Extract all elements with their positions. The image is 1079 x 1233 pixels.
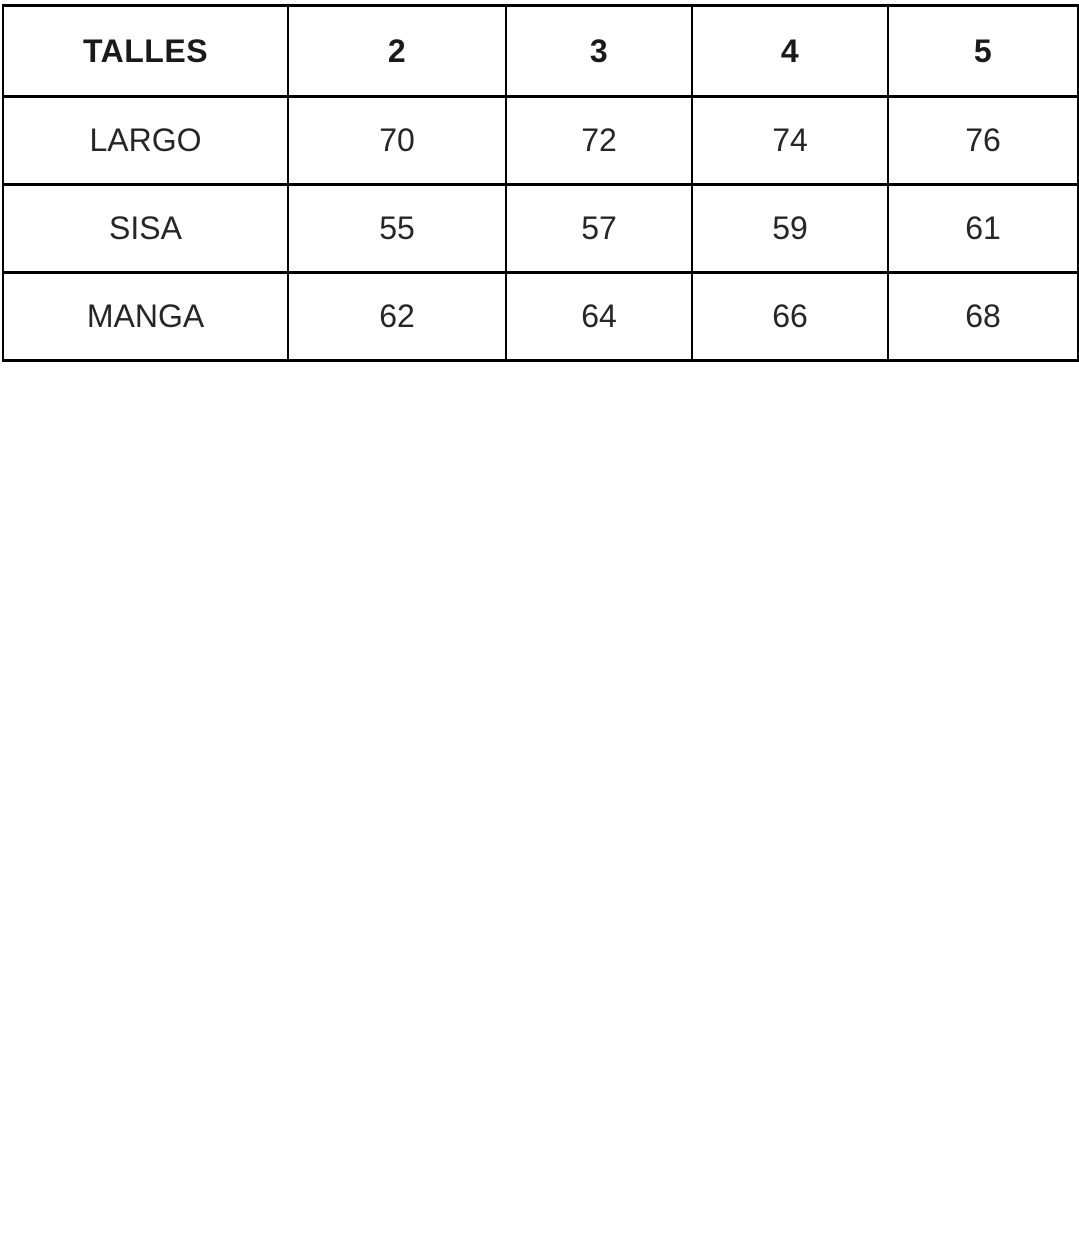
largo-size-5-value: 76 xyxy=(888,97,1078,185)
sisa-size-3-value: 57 xyxy=(506,185,692,273)
largo-size-2-value: 70 xyxy=(288,97,506,185)
sisa-size-5-value: 61 xyxy=(888,185,1078,273)
size-chart-table xyxy=(2,4,1079,362)
table-row-manga xyxy=(3,273,1078,361)
largo-size-4-value: 74 xyxy=(692,97,888,185)
sisa-size-4-value: 59 xyxy=(692,185,888,273)
header-row xyxy=(3,6,1078,97)
manga-size-4-value: 66 xyxy=(692,273,888,361)
row-label-sisa: SISA xyxy=(3,185,288,273)
header-cell-size-2: 2 xyxy=(288,6,506,97)
largo-size-3-value: 72 xyxy=(506,97,692,185)
header-cell-size-4: 4 xyxy=(692,6,888,97)
row-label-largo: LARGO xyxy=(3,97,288,185)
table-row-largo xyxy=(3,97,1078,185)
sisa-size-2-value: 55 xyxy=(288,185,506,273)
header-cell-size-3: 3 xyxy=(506,6,692,97)
header-cell-size-5: 5 xyxy=(888,6,1078,97)
table-row-sisa xyxy=(3,185,1078,273)
manga-size-5-value: 68 xyxy=(888,273,1078,361)
manga-size-2-value: 62 xyxy=(288,273,506,361)
row-label-manga: MANGA xyxy=(3,273,288,361)
header-cell-talles: TALLES xyxy=(3,6,288,97)
manga-size-3-value: 64 xyxy=(506,273,692,361)
